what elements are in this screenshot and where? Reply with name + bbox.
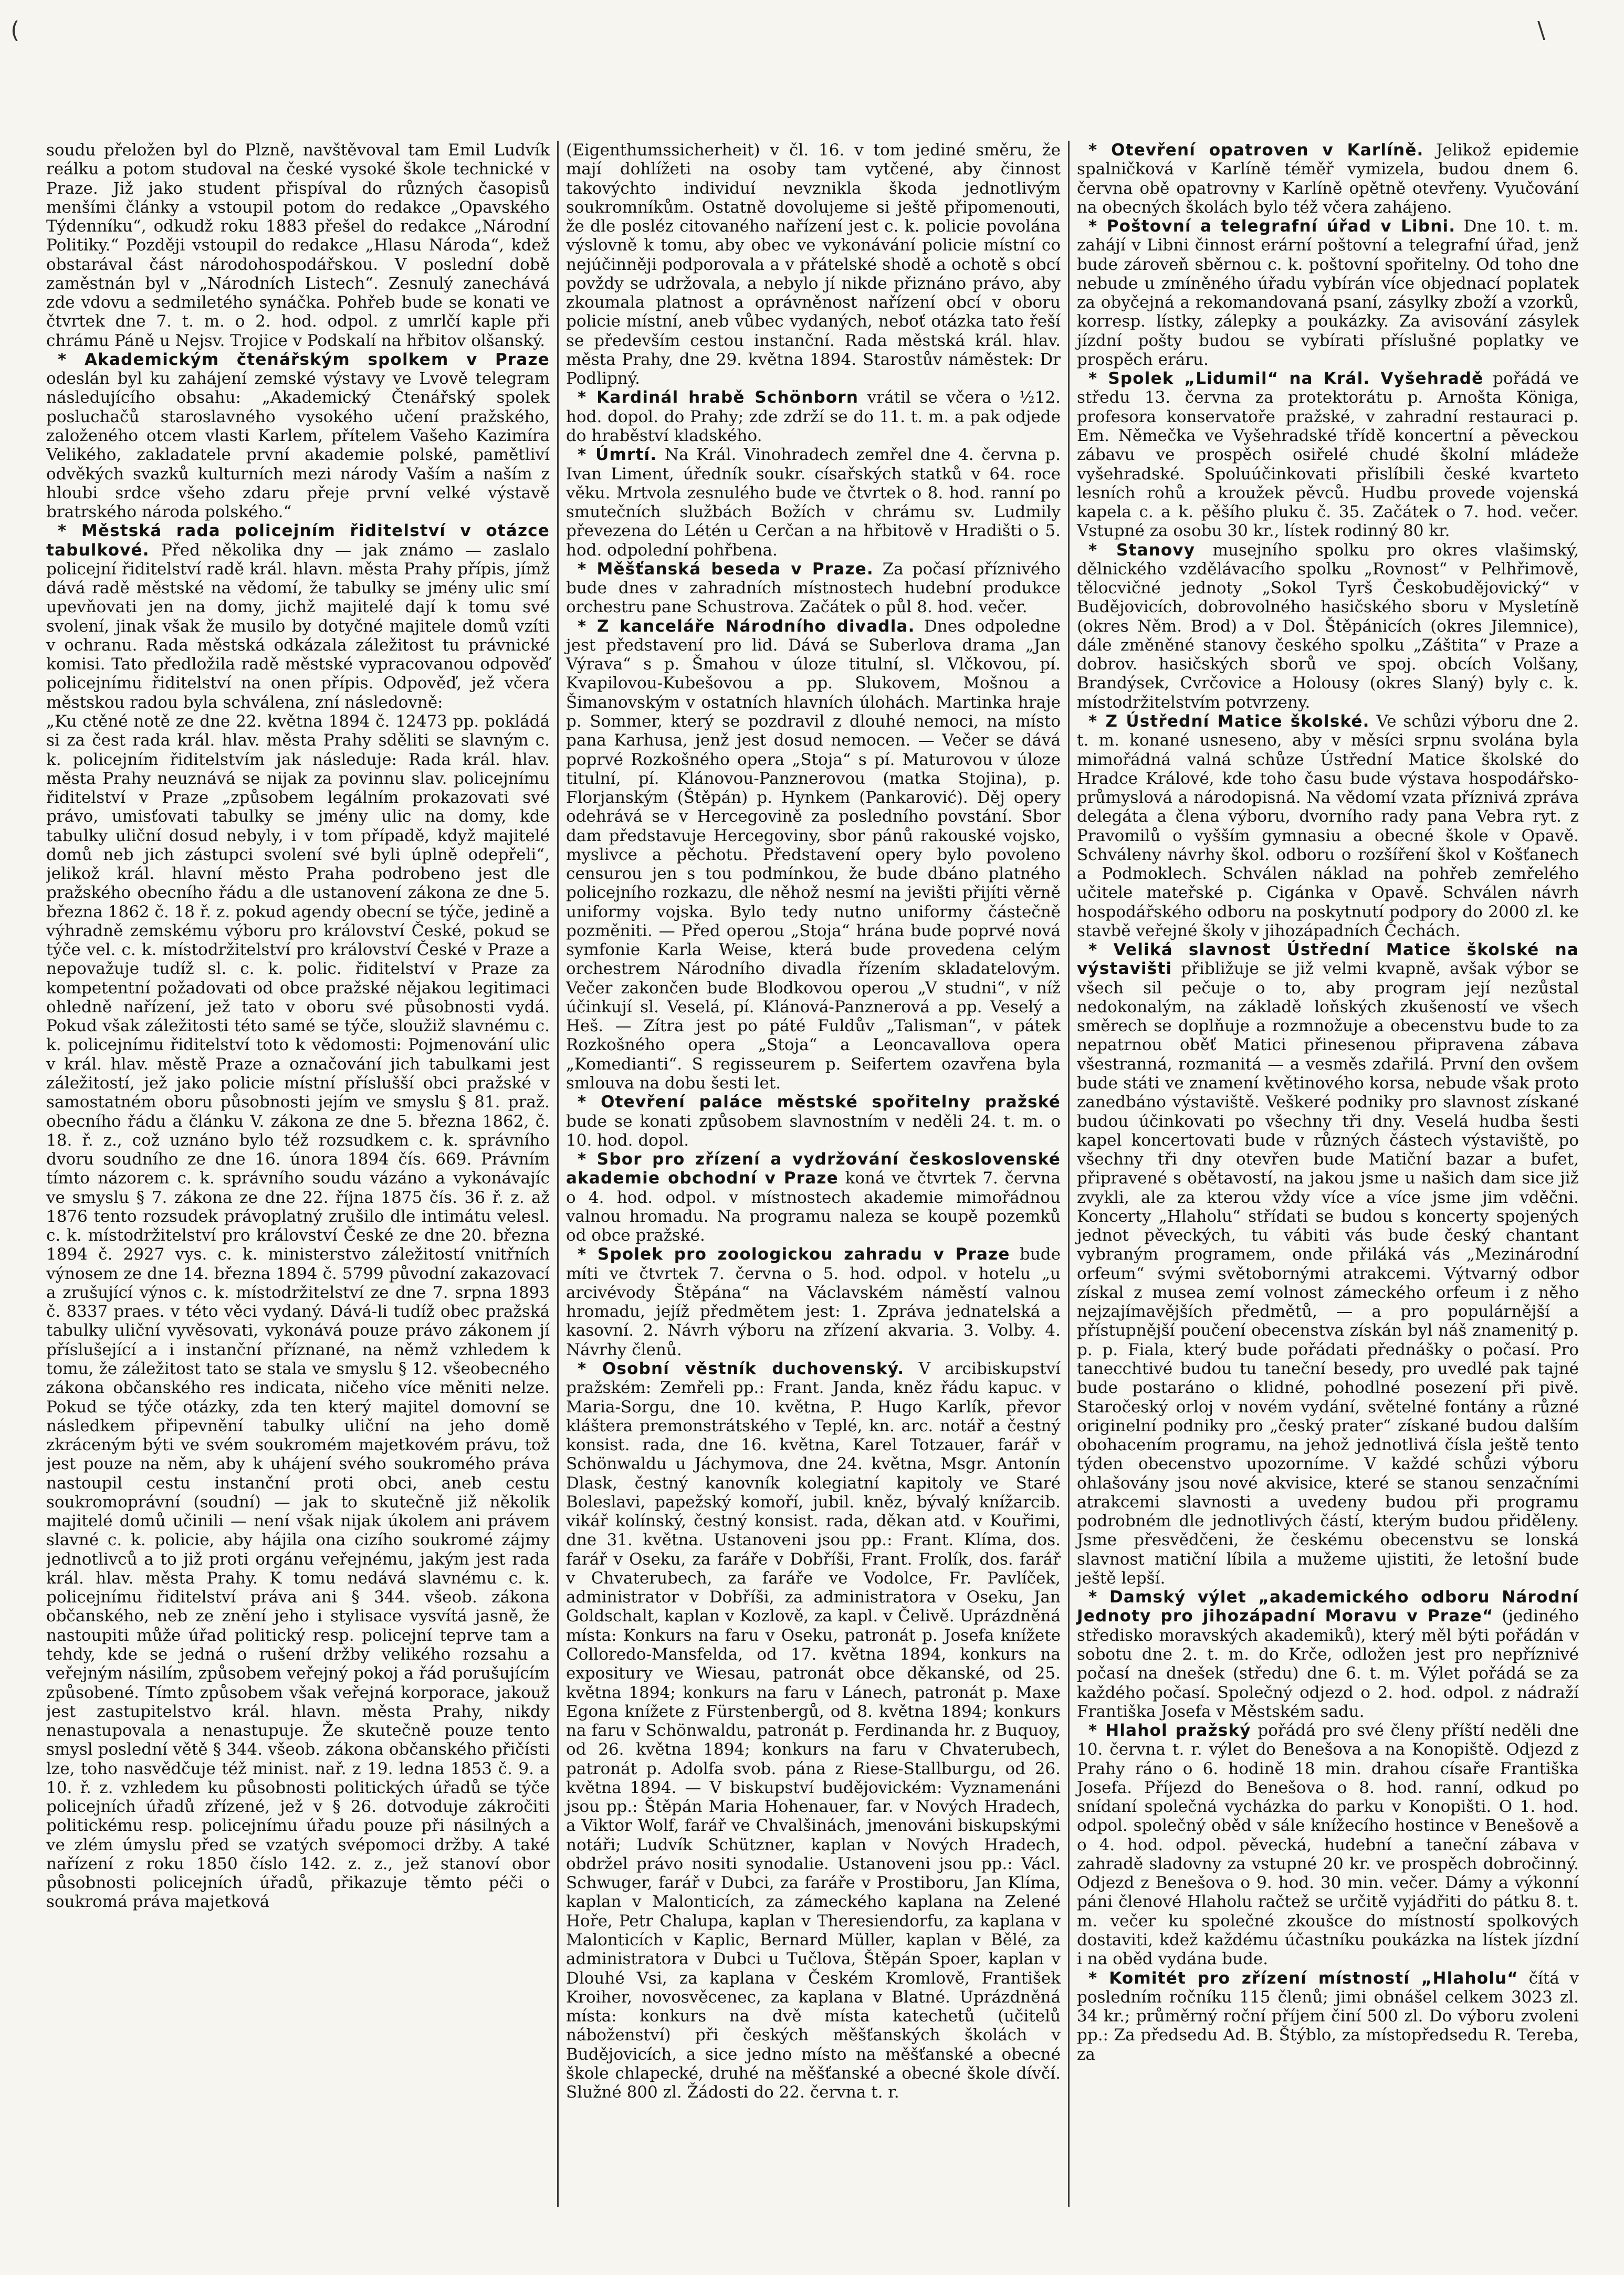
- article-paragraph: [566, 617, 1061, 1093]
- article-paragraph: [566, 1150, 1061, 1245]
- article-body-text: bude se konati způsobem slavnostním v neděli 24. t. m. o 10. hod. dopol.: [566, 1112, 1061, 1150]
- article-body-text: soudu přeložen byl do Plzně, navštěvoval tam Emil Ludvík reálku a potom studoval na české vysoké škole technické v Praze. Již jako student přispíval do různých časopisů menšími články a vstoupil potom do redakce „Opavského Týdenníku“, odkudž roku 1883 přešel do redakce „Národní Politiky.“ Později vstoupil do redakce „Hlasu Národa“, kdež obstarával část národohospodářskou. V poslední době zaměstnán byl v „Národních Listech“. Zesnulý zanechává zde vdovu a sedmiletého synáčka. Pohřeb bude se konati ve čtvrtek dne 7. t. m. o 2. hod. odpol. z umrlčí kaple při chrámu Páně u Nejsv. Trojice v Podskalí na hřbitov olšanský.: [46, 141, 550, 350]
- article-body-text: Jelikož epidemie spalničková v Karlíně téměř vymizela, budou dnem 6. června obě opatrovny v Karlíně opětně otevřeny. Vyučování na obecných školách bylo též včera zahájeno.: [1077, 141, 1579, 217]
- article-paragraph: [1077, 541, 1579, 712]
- article-paragraph: [566, 388, 1061, 445]
- article-headline: * Otevření opatroven v Karlíně.: [1088, 141, 1424, 160]
- article-headline: * Úmrtí.: [578, 445, 657, 465]
- article-body-text: Na Král. Vinohradech zemřel dne 4. června p. Ivan Liment, úředník soukr. císařských statků v 64. roce věku. Mrtvola zesnulého bude ve čtvrtek o 8. hod. ranní po smutečních službách Božích v chrámu sv. Ludmily převezena do Létén u Cerčan a na hřbitově v Hradišti o 5. hod. odpolední pohřbena.: [566, 445, 1061, 560]
- article-paragraph: [1077, 217, 1579, 369]
- article-body-text: koná ve čtvrtek 7. června o 4. hod. odpol. v místnostech akademie mimořádnou valnou hromadu. Na programu naleza se koupě pozemků od obce pražské.: [566, 1169, 1061, 1245]
- page-edge-mark-left: (: [11, 17, 20, 44]
- article-headline: * Sbor pro zřízení a vydržování československé akademie obchodní v Praze: [566, 1150, 1061, 1188]
- column-middle: [557, 141, 1068, 2207]
- article-headline: * Z kanceláře Národního divadla.: [578, 616, 915, 636]
- article-body-text: přibližuje se již velmi kvapně, avšak výbor se všech sil pečuje o to, aby program její nezůstal nedokonalým, na základě loňských zkušeností ve všech směrech se doplňuje a rozmnožuje a obecenstvu bude to za nepatrnou oběť Matici přinesenou připravena zábava všestranná, rozmanitá — a vesměs zdařilá. První den ovšem bude státi ve znamení květinového korsa, nebude však proto zanedbáno výstaviště. Veškeré podniky pro slavnost získané budou účinkovati po všechny tři dny. Veselá hudba šesti kapel koncertovati bude v různých částech výstaviště, po všechny tři dny otevřen bude Matiční bazar a bufet, připravené s obětavostí, na jakou jsme u našich dam sice již zvykli, ale za kterou vždy více a více jsme jim vděčni. Koncerty „Hlaholu“ střídati se budou s koncerty spojených jednot pěveckých, tu vábiti vás bude český chantant vybraným programem, onde přiláká vás „Mezinárodní orfeum“ svými světobornými atrakcemi. Výtvarný odbor získal z musea zemí volnost zámeckého orfeum i z něho nejzajímavějších předmětů, — a pro populárnější a přístupnější poučení obecenstva získán byl náš znamenitý p. p. p. Fiala, který bude pořádati přednášky o počasí. Pro tanecchtivé budou tu taneční besedy, pro uvedlé pak tajné bude postaráno o klidné, pohodlné posezení při pivě. Staročeský orloj v novém vydání, světelné fontány a různé originelní podniky pro „český prater“ získané budou dalším obohacením programu, na jehož jednotlivá čísla ještě tento týden obecenstvo upozorníme. V každé schůzi výboru ohlašovány jsou nové akvisice, které se stanou senzačními atrakcemi slavnosti a uvedeny budou při programu podrobném dle jednotlivých částí, kterým budou přiděleny. Jsme přesvědčeni, že českému obecenstvu se lonská slavnost matiční líbila a mužeme ujistiti, že letošní bude ještě lepší.: [1077, 959, 1579, 1588]
- article-paragraph: [566, 560, 1061, 617]
- article-paragraph: [46, 141, 550, 350]
- article-body-text: bude míti ve čtvrtek 7. června o 5. hod. odpol. v hotelu „u arcivévody Štěpána“ na Václavském náměstí valnou hromadu, jejíž předmětem jest: 1. Zpráva jednatelská a kasovní. 2. Návrh výboru na zřízení akvaria. 3. Volby. 4. Návrhy členů.: [566, 1245, 1061, 1359]
- article-paragraph: [46, 521, 550, 712]
- article-paragraph: [1077, 1969, 1579, 2064]
- article-body-text: Před několika dny — jak známo — zaslalo policejní řiditelství radě král. hlavn. města Prahy přípis, jímž dává radě městské na vědomí, že tabulky se jmény ulic smí upevňovati jen na domy, jichž majitelé dají k tomu své svolení, jinak však že musilo by dotyčné majitele domů vzíti v ochranu. Rada městská odkázala záležitost tu právnické komisi. Tato předložila radě městské vypracovanou odpověď policejnímu řiditelství na onen přípis. Odpověď, jež včera městskou radou byla schválena, zní následovně:: [46, 540, 550, 712]
- article-headline: * Městská rada policejním řiditelství v otázce tabulkové.: [46, 521, 550, 560]
- article-body-text: čítá v posledním ročníku 115 členů; jimi obnášel celkem 3023 zl. 34 kr.; průměrný roční příjem činí 500 zl. Do výboru zvoleni pp.: Za předsedu Ad. B. Štýblo, za místopředsedu R. Tereba, za: [1077, 1968, 1579, 2064]
- article-paragraph: [1077, 141, 1579, 217]
- article-body-text: „Ku ctěné notě ze dne 22. května 1894 č. 12473 pp. pokládá si za čest rada král. hlav. města Prahy sděliti se slavným c. k. policejním řiditelstvím jak následuje: Rada král. hlav. města Prahy neuznává se nijak za povinnu slav. policejnímu řiditelství v Praze „způsobem legálním prokazovati své právo, umisťovati tabulky se jmény ulic na domy, kde tabulky uliční dosud nebyly, i v tom případě, když majitelé domů neb jich zástupci svolení své byli úplně odepřeli“, jelikož král. hlavní město Praha podrobeno jest dle pražského obecního řádu a dle ustanovení zákona ze dne 5. března 1862 č. 18 ř. z. pokud agendy obecní se týče, jedině a výhradně zemskému výboru pro království České, pokud se týče vel. c. k. místodržitelství pro království České v Praze a nepovažuje tudíž sl. c. k. polic. řiditelství v Praze za kompetentní požadovati od obce pražské nějakou legitimaci ohledně nařízení, jež tato v oboru své působnosti vydá. Pokud však záležitosti této samé se týče, sloužiž slavnému c. k. policejnímu řiditelství toto k vědomosti: Pojmenování ulic v král. hlav. městě Praze a označování jich tabulkami jest záležitostí, jež jako policie místní příslušší obci pražské v samostatném oboru působnosti jejím ve smyslu § 81. praž. obecního řádu a článku V. zákona ze dne 5. března 1862, č. 18. ř. z., což uznáno bylo též rozsudkem c. k. správního dvoru soudního ze dne 16. února 1894 čís. 669. Právním tímto názorem c. k. správního soudu vázáno a vykonávajíc ve smyslu § 7. zákona ze dne 22. října 1875 čís. 36 ř. z. až 1876 tento rozsudek právoplatný zrušilo dle intimátu velesl. c. k. místodržitelství pro království České ze dne 20. března 1894 č. 2927 vys. c. k. ministerstvo záležitostí vnitřních výnosem ze dne 14. března 1894 č. 5799 původní zakazovací a zrušující výnos c. k. místodržitelství ze dne 7. srpna 1893 č. 8337 praes. v této věci vydaný. Dává-li tudíž obec pražská tabulky uliční vyvěsovati, vykonává pouze právo zákonem jí příslušející a i instanční příznané, na němž vzhledem k tomu, že záležitost tato se stala ve smyslu § 12. všeobecného zákona občanského res indicata, ničeho více měniti nelze. Pokud se týče otázky, zda ten který majitel domovní se následkem připevnění tabulky uliční na jeho domě zkráceným býti ve svém soukromém majetkovém právu, tož jest pouze na něm, aby k uhájení svého soukromého práva nastoupil cestu instanční proti obci, aneb cestu soukromoprávní (soudní) — jak to skutečně již několik majitelé domů učinili — není však nijak úkolem ani právem slavné c. k. policie, aby hájila ona cizího soukromé zájmy jednotlivců a to již proti orgánu veřejnému, jakým jest rada král. hlav. města Prahy. K tomu nedává slavnému c. k. policejnímu řiditelství práva ani § 344. všeob. zákona občanského, neb ze znění jeho i stylisace vysvítá jasně, že nastoupiti může úřad politický resp. policejní teprve tam a tehdy, kde se jedná o rušení držby velikého rozsahu a veřejným násilím, způsobem veřejný pokoj a řád porušujícím způsobené. Tímto způsobem však veřejná korporace, jakouž jest zastupitelstvo král. hlavn. města Prahy, nikdy nenastupovala a nenastupuje. Že skutečně pouze tento smysl poslední větě § 344. všeob. zákona občanského přičísti lze, toho nasvědčuje též minist. nař. z 19. ledna 1853 č. 9. a 10. ř. z. vzhledem ku působnosti politických úřadů se týče policejních úřadů zřízené, jež v § 26. dotvoduje zákročiti politickému resp. policejnímu úřadu pouze při násilných a ve zlém úmyslu před se vzatých svépomoci držby. A také nařízení z roku 1850 číslo 142. z. z., jež stanoví obor působnosti policejních úřadů, přikazuje těmto péči o soukromá práva majetková: [46, 711, 550, 1912]
- article-headline: * Komitét pro zřízení místností „Hlaholu“: [1088, 1968, 1518, 1988]
- article-headline: * Veliká slavnost Ústřední Matice školské na výstavišti: [1077, 940, 1579, 979]
- article-paragraph: [1077, 369, 1579, 540]
- article-paragraph: [1077, 1588, 1579, 1721]
- article-body-text: (Eigenthumssicherheit) v čl. 16. v tom jediné směru, že mají dohlížeti na osoby tam vytčené, aby činnost takovýchto individuí nevznikla škoda jednotlivým soukromníkům. Ostatně dovolujeme si ještě připomenouti, že dle posléz citovaného nařízení jest c. k. policie povolána výslovně k tomu, aby obec ve vykonávání policie místní co nejúčinněji podporovala a v přátelské shodě a ochotě s obcí povždy se udržovala, a nebylo jí nikde přiznáno právo, aby zkoumala platnost a oprávněnost nařízení obcí v oboru policie místní, aneb vůbec vydaných, neboť otázka tato řeší se především cestou instanční. Rada městská král. hlav. města Prahy, dne 29. května 1894. Starostův náměstek: Dr Podlipný.: [566, 141, 1061, 389]
- column-left: [46, 141, 557, 2207]
- article-headline: * Otevření paláce městské spořitelny pražské: [578, 1093, 1061, 1112]
- article-headline: * Měšťanská beseda v Praze.: [578, 559, 874, 579]
- article-paragraph: [46, 712, 550, 1912]
- article-headline: * Kardinál hrabě Schönborn: [578, 388, 859, 407]
- article-body-text: Ve schůzi výboru dne 2. t. m. konané usneseno, aby v měsíci srpnu svolána byla mimořádná valná schůze Ústřední Matice školské do Hradce Králové, kde toho času bude výstava hospodářsko-průmyslová a národopisná. Na vědomí vzata příznivá zpráva delegáta a člena výboru, dvorního rady pana Vebra ryt. z Pravomilů o vyšším gymnasiu a obecné škole v Opavě. Schváleny návrhy škol. odboru o rozšíření škol v Košťanech a Podmoklech. Schválen náklad na pohřeb zemřelého učitele mateřské p. Cigánka v Opavě. Schválen návrh hospodářského odboru na poskytnutí podpory do 2000 zl. ke stavbě veřejné školy v jihozápadních Čechách.: [1077, 711, 1579, 940]
- article-body-text: musejního spolku pro okres vlašimský, dělnického vzdělávacího spolku „Rovnost“ v Pelhřimově, tělocvičné jednoty „Sokol Tyrš Českobudějovický“ v Budějovicích, dobrovolného hasičského sboru v Mysletíně (okres Něm. Brod) a v Dol. Štěpánicích (okres Jilemnice), dále změněné stanovy českého spolku „Záštita“ v Praze a dobrov. hasičských sborů ve spoj. obcích Volšany, Brandýsek, Cvrčovice a Holousy (okres Slaný) byly c. k. místodržitelstvím potvrzeny.: [1077, 540, 1579, 712]
- article-body-text: Dne 10. t. m. zahájí v Libni činnost erární poštovní a telegrafní úřad, jenž bude zároveň sběrnou c. k. poštovní spořitelny. Od toho dne nebude u zmíněného úřadu vybírán více objednací poplatek za obyčejná a rekomandovaná psaní, zásylky zboží a vzorků, korresp. lístky, zálepky a poukázky. Za avisování zásylek jízdní pošty budou se vybírati příslušné poplatky ve prospěch eráru.: [1077, 217, 1579, 369]
- article-paragraph: [566, 1093, 1061, 1150]
- article-headline: * Hlahol pražský: [1088, 1721, 1251, 1741]
- article-body-text: odeslán byl ku zahájení zemské výstavy ve Lvově telegram následujícího obsahu: „Akademický Čtenářský spolek posluchačů staroslavného vysokého učení pražského, založeného otcem vlasti Karlem, přítelem Vašeho Kazimíra Velikého, zakladatele první akademie polské, pamětliví odvěkých svazků kulturních mezi národy Vaším a naším z hloubi srdce všeho zdaru přeje první velké výstavě bratrského národa polského.“: [46, 369, 550, 522]
- article-body-text: vrátil se včera o ½12. hod. dopol. do Prahy; zde zdrží se do 11. t. m. a pak odjede do hraběství kladského.: [566, 388, 1061, 445]
- article-paragraph: [1077, 712, 1579, 940]
- text-columns: [46, 141, 1579, 2207]
- article-body-text: pořádá ve středu 13. června za protektorátu p. Arnošta Königa, profesora konservatoře pražské, v zahradní restauraci p. Em. Němečka ve Vyšehradské třídě koncertní a pěveckou zábavu ve prospěch osiřelé chudé školní mládeže vyšehradské. Spoluúčinkovati přislíbili české kvarteto lesních rohů a kroužek pěvců. Hudbu provede vojenská kapela c. a k. pěšího pluku č. 35. Začátek o 7. hod. večer. Vstupné za osobu 30 kr., lístek rodinný 80 kr.: [1077, 369, 1579, 541]
- article-headline: * Stanovy: [1088, 540, 1196, 560]
- article-paragraph: [566, 1245, 1061, 1359]
- article-body-text: Za počasí příznivého bude dnes v zahradních místnostech hudební produkce orchestru pane Schustrova. Začátek o půl 8. hod. večer.: [566, 559, 1061, 617]
- article-headline: * Z Ústřední Matice školské.: [1088, 711, 1370, 731]
- article-paragraph: [566, 445, 1061, 560]
- column-right: [1068, 141, 1579, 2207]
- article-body-text: (jediného středisko moravských akademiků), který měl býti pořádán v sobotu dne 2. t. m. do Krče, odložen jest pro nepříznivé počasí na dnešek (středu) dne 6. t. m. Výlet pořádá se za každého počasí. Společný odjezd o 2. hod. odpol. z nádraží Františka Josefa v Městském sadu.: [1077, 1607, 1579, 1721]
- article-paragraph: [1077, 940, 1579, 1588]
- article-headline: * Spolek pro zoologickou zahradu v Praze: [578, 1245, 1010, 1264]
- article-body-text: pořádá pro své členy příští neděli dne 10. června t. r. výlet do Benešova a na Konopiště. Odjezd z Prahy ráno o 6. hodině 18 min. drahou císaře Františka Josefa. Příjezd do Benešova o 8. hod. ranní, odkud po snídaní společná vycházka do parku v Konopišti. O 1. hod. odpol. společný oběd v sále knížecího hostince v Benešově a o 4. hod. odpol. pěvecká, hudební a taneční zábava v zahradě sladovny za vstupné 20 kr. ve prospěch dobročinný. Odjezd z Benešova o 9. hod. 30 min. večer. Dámy a výkonní páni členové Hlaholu račtež se určitě vyjádřiti do pátku 8. t. m. večer ku společné zkoušce do místností spolkových dostaviti, kdež každému účastníku poukázka na lístek jízdní i na oběd vydána bude.: [1077, 1721, 1579, 1969]
- page-edge-mark-right: \: [1537, 17, 1545, 44]
- article-headline: * Poštovní a telegrafní úřad v Libni.: [1088, 217, 1456, 236]
- article-paragraph: [566, 1359, 1061, 2102]
- article-headline: * Akademickým čtenářským spolkem v Praze: [58, 350, 550, 369]
- article-headline: * Damský výlet „akademického odboru Národní Jednoty pro jihozápadní Moravu v Praze“: [1077, 1588, 1579, 1626]
- article-paragraph: [1077, 1721, 1579, 1968]
- article-body-text: V arcibiskupství pražském: Zemřeli pp.: Frant. Janda, kněz řádu kapuc. v Maria-Sorgu, dne 10. května, P. Hugo Karlík, převor kláštera premonstrátského v Teplé, kn. arc. notář a čestný konsist. rada, dne 16. května, Karel Totzauer, farář v Schönwaldu u Jáchymova, dne 24. května, Msgr. Antonín Dlask, čestný kanovník kolegiatní kapitoly ve Staré Boleslavi, papežský komoří, jubil. kněz, bývalý knížarcib. vikář kolínský, čestný konsist. rada, děkan atd. v Kouřimi, dne 31. května. Ustanoveni jsou pp.: Frant. Klíma, dos. farář v Oseku, za faráře v Dobříši, Frant. Frolík, dos. farář v Chvaterubech, za faráře ve Vodolce, Fr. Pavlíček, administrator v Dobříši, za administratora v Oseku, Jan Goldschalt, kaplan v Kozlově, za kapl. v Čelivě. Uprázdněná místa: Konkurs na faru v Oseku, patronát p. Josefa knížete Colloredo-Mansfelda, od 17. května 1894, konkurs na expositury ve Wiesau, patronát obce děkanské, od 25. května 1894; konkurs na faru v Lánech, patronát p. Maxe Egona knížete z Fürstenbergů, od 8. května 1894; konkurs na faru v Schönwaldu, patronát p. Ferdinanda hr. z Buquoy, od 26. května 1894; konkurs na faru v Chvaterubech, patronát p. Adolfa svob. pána z Riese-Stallburgu, od 26. května 1894. — V biskupství budějovickém: Vyznamenáni jsou pp.: Štěpán Maria Hohenauer, far. v Nových Hradech, a Viktor Wolf, farář ve Chvalšinách, jmenováni biskupskými notáři; Ludvík Schützner, kaplan v Nových Hradech, obdržel právo nositi synodalie. Ustanoveni jsou pp.: Václ. Schwuger, farář v Dubci, za faráře v Prostiboru, Jan Klíma, kaplan v Malonticích, za zámeckého kaplana na Zelené Hoře, Petr Chalupa, kaplan v Theresiendorfu, za kaplana v Malonticích v Kaplic, Bernard Müller, kaplan v Bělé, za administratora v Dubci u Tučlova, Štěpán Spoer, kaplan v Dlouhé Vsi, za kaplana v Českém Kromlově, František Kroiher, novosvěcenec, za kaplana v Blatné. Uprázdněná místa: konkurs na dvě místa katechetů (učitelů náboženství) při českých měšťanských školách v Budějovicích, a sice jedno místo na měšťanské a obecné škole chlapecké, druhé na měšťanské a obecné škole dívčí. Služné 800 zl. Žádosti do 22. června t. r.: [566, 1359, 1061, 2102]
- article-paragraph: [46, 350, 550, 521]
- article-headline: * Spolek „Lidumil“ na Král. Vyšehradě: [1088, 369, 1484, 389]
- article-body-text: Dnes odpoledne jest představení pro lid. Dává se Suberlova drama „Jan Výrava“ s p. Šmahou v úloze titulní, sl. Vlčkovou, pí. Kvapilovou-Kubešovou a pp. Slukovem, Mošnou a Šimanovským v ostatních hlavních úlohách. Martinka hraje p. Sommer, který se pozdravil z dlouhé nemoci, na místo pana Karhusa, jenž jest dosud nemocen. — Večer se dává poprvé Rozkošného opera „Stoja“ s pí. Maturovou v úloze titulní, pí. Klánovou-Panznerovou (matka Stojina), p. Florjanským (Štěpán) p. Hynkem (Pankarović). Děj opery odehrává se v Hercegovině za posledního povstání. Sbor dam představuje Hercegoviny, sbor pánů rakouské vojsko, myslivce a pěchotu. Představení opery bylo povoleno censurou jen s tou podmínkou, že bude dbáno platného policejního rozkazu, dle něhož nesmí na jevišti přijíti věrně uniformy vojska. Bylo tedy nutno uniformy částečně pozměniti. — Před operou „Stoja“ hrána bude poprvé nová symfonie Karla Weise, která bude provedena celým orchestrem Národního divadla řízením skladatelovým. Večer zakončen bude Blodkovou operou „V studni“, v níž účinkují sl. Veselá, pí. Klánová-Panznerová a pp. Veselý a Heš. — Zítra jest po páté Fuldův „Talisman“, v pátek Rozkošného opera „Stoja“ a Leoncavallova opera „Komedianti“. S regisseurem p. Seifertem ozavřena byla smlouva na dobu šesti let.: [566, 616, 1061, 1093]
- article-headline: * Osobní věstník duchovenský.: [578, 1359, 905, 1378]
- article-paragraph: [566, 141, 1061, 388]
